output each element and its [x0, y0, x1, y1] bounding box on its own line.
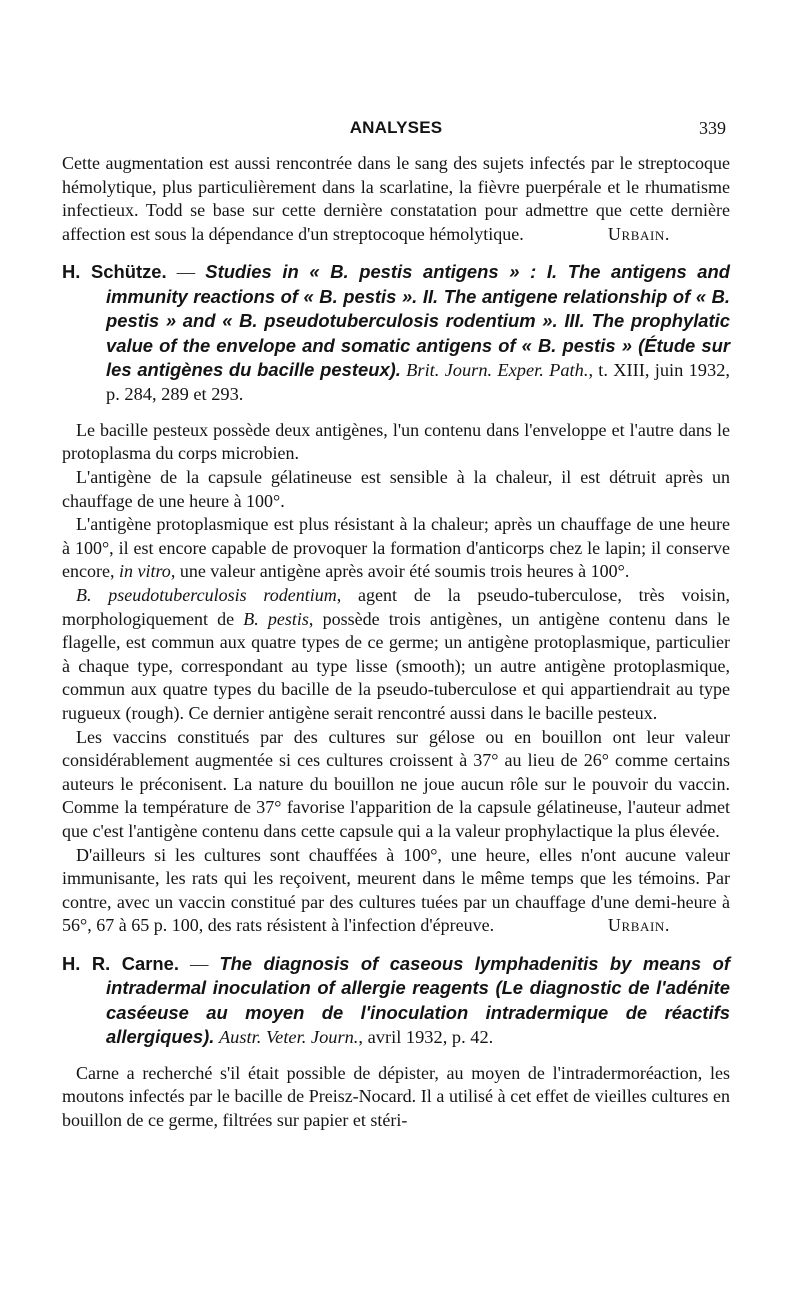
reference-publication: , t. XIII, juin 1932, p. 284, 289 et 293. [106, 360, 730, 405]
document-page [62, 118, 730, 1132]
abstract-paragraph [62, 584, 730, 726]
italic-run: B. pestis [243, 608, 309, 629]
continued-paragraph [62, 152, 730, 246]
text-run: , possède trois antigènes, un antigène contenu dans le flagelle, est commun aux quatre types de ce germe; un antigène protoplasmique, particulier à chaque type, correspondant au type lisse (smooth); un autre antigène protoplasmique, commun aux quatre types du bacille de la pseudo-tuberculose et qui appartiendrait au type rugueux (rough). Ce dernier antigène serait rencontré aussi dans le bacille pesteux. [62, 608, 731, 723]
italic-run: B. pseudotuberculosis rodentium [76, 584, 337, 605]
author-signature: Urbain. [607, 223, 670, 244]
abstract-paragraph: Le bacille pesteux possède deux antigènes, l'un contenu dans l'enveloppe et l'autre dans le protoplasma du corps microbien. [62, 419, 730, 464]
abstract-paragraph: Les vaccins constitués par des cultures sur gélose ou en bouillon ont leur valeur considérablement augmentée si ces cultures croissent à 37° au lieu de 26° comme certains auteurs le préconisent. La nature du bouillon ne joue aucun rôle sur le pouvoir du vaccin. Comme la température de 37° favorise l'apparition de la capsule gélatineuse, l'auteur admet que c'est l'antigène contenu dans cette capsule qui a la valeur prophylactique la plus élevée. [62, 726, 730, 841]
abstract-paragraph [62, 513, 730, 584]
text-run: , une valeur antigène après avoir été soumis trois heures à 100°. [170, 561, 630, 582]
abstract-paragraph: L'antigène de la capsule gélatineuse est sensible à la chaleur, il est détruit après un chauffage de une heure à 100°. [62, 467, 730, 511]
bibliographic-reference [62, 260, 730, 406]
page-number: 339 [699, 118, 726, 138]
reference-author: H. Schütze. [62, 261, 167, 283]
italic-run: in vitro [118, 561, 171, 582]
text-run: L'antigène protoplasmique est plus résistant à la chaleur; après un chauffage de une heure à 100°, il est encore capable de provoquer la formation d'anticorps chez le lapin; il conserve encore, [62, 514, 730, 582]
bibliographic-reference [62, 952, 730, 1050]
reference-publication: , avril 1932, p. 42. [358, 1027, 494, 1048]
reference-journal: Austr. Veter. Journ. [218, 1027, 359, 1048]
paragraph-text: D'ailleurs si les cultures sont chauffées à 100°, une heure, elles n'ont aucune valeur immunisante, les rats qui les reçoivent, meurent dans le même temps que les témoins. Par contre, avec un vaccin constitué par des cultures tuées par un chauffage d'une demi-heure à 56°, 67 à 65 p. 100, des rats résistent à l'infection d'épreuve. [62, 844, 730, 936]
abstract-paragraph [62, 844, 730, 938]
abstract-paragraph: Carne a recherché s'il était possible de dépister, au moyen de l'intradermoréaction, les moutons infectés par le bacille de Preisz-Nocard. Il a utilisé à cet effet de vieilles cultures en bouillon de ce germe, filtrées sur papier et stéri- [62, 1062, 730, 1130]
text-run: , agent de la pseudo-tuberculose, très voisin, morphologiquement de [62, 584, 730, 629]
reference-title: The diagnosis of caseous lymphadenitis by means of intradermal inoculation of allergie reagents (Le diagnostic de l'adénite caséeuse au moyen de l'inoculation intradermique de réactifs allergiques). [106, 952, 730, 1048]
paragraph-text: Cette augmentation est aussi rencontrée dans le sang des sujets infectés par le streptocoque hémolytique, plus particulièrement dans la scarlatine, la fièvre puerpérale et le rhumatisme infectieux. Todd se base sur cette dernière constatation pour admettre que cette dernière affection est sous la dépendance d'un streptocoque hémolytique. [62, 153, 730, 244]
running-title: ANALYSES [349, 118, 443, 137]
reference-dash: — [179, 953, 220, 974]
reference-journal: Brit. Journ. Exper. Path. [406, 360, 589, 380]
reference-author: H. R. Carne. [62, 952, 179, 974]
author-signature: Urbain. [607, 915, 670, 936]
reference-title: Studies in « B. pestis antigens » : I. The antigens and immunity reactions of « B. pestis ». II. The antigene relationship of « B. pestis » and « B. pseudotuberculosis rodentium ». III. The prophylatic value of the envelope and somatic antigens of « B. pestis » (Étude sur les antigènes du bacille pesteux). [106, 261, 730, 380]
page-header [62, 118, 730, 148]
reference-dash: — [166, 262, 206, 283]
